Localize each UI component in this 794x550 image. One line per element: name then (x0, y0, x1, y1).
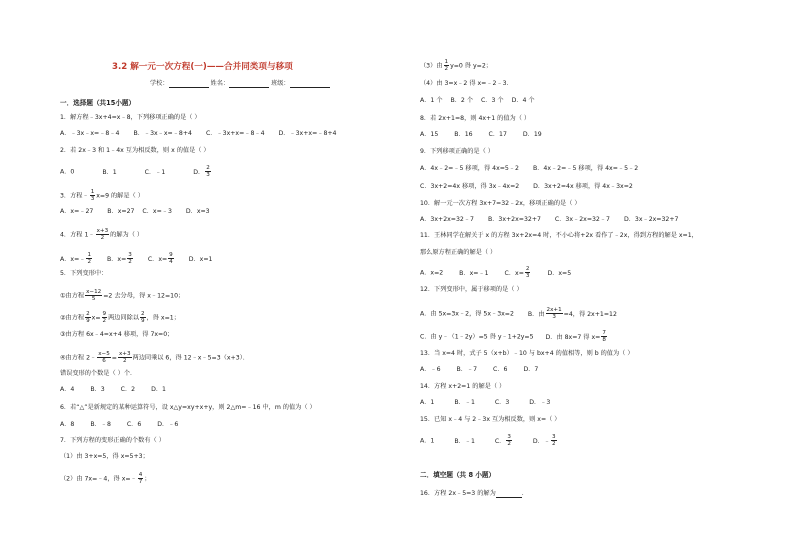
q11-stem-2: 那么原方程正确的解是（ ） (420, 249, 497, 256)
q7-option-b[interactable]: B．2 个 (450, 97, 474, 104)
q11-options (420, 266, 571, 279)
q9-options-ab (420, 165, 638, 173)
q8-stem: 8．若 2x+1=8，则 4x+1 的值为（ ） (420, 115, 531, 122)
q3-option-c[interactable]: C．x=﹣3 (142, 208, 172, 215)
q7-line-1: （1）由 3+x=5，得 x=5+3； (60, 453, 149, 460)
q4-option-a[interactable]: A．x=﹣ $\frac{1}{2}$ (60, 252, 92, 265)
q8-options (420, 131, 542, 139)
q3-option-d[interactable]: D．x=3 (185, 208, 210, 215)
name-blank[interactable] (229, 81, 269, 88)
q3-option-a[interactable]: A．x=﹣27 (60, 208, 94, 215)
q1-option-c[interactable]: C．﹣3x+x=﹣8﹣4 (205, 130, 265, 137)
q6-options (60, 421, 178, 429)
q12-stem: 12．下列变形中，属于移项的是（ ） (420, 286, 523, 293)
q2-options (60, 165, 212, 178)
q14-options (420, 399, 550, 407)
q14-option-d[interactable]: D．﹣3 (529, 399, 551, 406)
q15-option-b[interactable]: B．﹣1 (454, 437, 475, 445)
q2-option-c[interactable]: C．﹣1 (144, 168, 166, 176)
q14-stem: 14．方程 x+2=1 的解是（ ） (420, 383, 506, 390)
q5-option-b[interactable]: B．3 (90, 386, 105, 393)
q6-option-a[interactable]: A．8 (60, 421, 75, 428)
q10-stem: 10．解一元一次方程 3x+7=32﹣2x，移项正确的是（ ） (420, 200, 581, 207)
q9-option-a[interactable]: A．4x﹣2=﹣5 移项，得 4x=5﹣2 (420, 165, 519, 172)
q9-option-b[interactable]: B．4x﹣2=﹣5 移项，得 4x=﹣5﹣2 (532, 165, 639, 172)
q10-options (420, 216, 678, 224)
q7-stem: 7．下列方程的变形正确的个数有（ ） (60, 437, 165, 444)
q5-item-3: ③由方程 6x﹣4=x+4 移项，得 7x=0； (60, 331, 174, 338)
q11-option-d[interactable]: D．x=5 (547, 269, 572, 277)
q7-line-3: （3）由 $\frac{1}{2}$ y=0 得 y=2； (420, 59, 492, 72)
q12-option-a[interactable]: A．由 5x=3x﹣2，得 5x﹣3x=2 (420, 310, 514, 318)
q9-option-d[interactable]: D．3x+2=4x 移项，得 4x﹣3x=2 (533, 183, 633, 190)
class-label: 班级： (271, 80, 290, 87)
q13-option-d[interactable]: D．7 (523, 366, 539, 373)
q6-stem: 6．若“△”是新规定的某种运算符号，设 x△y=xy+x+y，则 2△m=﹣16 中，m 的值为（ ） (60, 404, 316, 411)
q4-stem: 4．方程 1﹣ $\frac{x+3}{2}$ 的解为（ ） (60, 228, 144, 241)
q13-stem: 13．当 x=4 时，式子 5（x+b）﹣10 与 bx+4 的值相等，则 b 的值为（ ） (420, 350, 634, 357)
q5-stem: 5．下列变形中： (60, 270, 108, 277)
q12-option-c[interactable]: C．由 y﹣（1﹣2y）=5 得 y﹣1+2y=5 (420, 333, 534, 341)
q12-option-b[interactable]: B．由 $\frac{2x+1}{3}$ =4，得 2x+1=12 (527, 307, 617, 320)
q2-option-a[interactable]: A．0 (60, 168, 75, 176)
q1-option-a[interactable]: A．﹣3x﹣x=﹣8﹣4 (60, 130, 120, 137)
q15-stem: 15．已知 x﹣4 与 2﹣3x 互为相反数，则 x=（ ） (420, 416, 561, 423)
q13-option-b[interactable]: B．﹣7 (456, 366, 478, 373)
q9-stem: 9．下列移项正确的是（ ） (420, 148, 494, 155)
q1-option-d[interactable]: D．﹣3x+x=﹣8+4 (278, 130, 337, 137)
q7-line-2: （2）由 7x=﹣4，得 x=﹣ $\frac{4}{7}$ ； (60, 472, 151, 485)
q2-option-b[interactable]: B．1 (102, 168, 117, 176)
q10-option-b[interactable]: B．3x+2x=32+7 (487, 216, 541, 223)
q12-options-ab (420, 307, 617, 320)
q12-option-d[interactable]: D．由 8x=7 得 x= $\frac{7}{8}$ (545, 330, 606, 343)
q5-option-d[interactable]: D．1 (151, 386, 166, 393)
school-blank[interactable] (169, 81, 209, 88)
q4-option-c[interactable]: C．x= $\frac{9}{4}$ (147, 252, 173, 265)
q4-option-d[interactable]: D．x=1 (188, 255, 213, 263)
student-info (150, 80, 330, 88)
q15-option-a[interactable]: A．1 (420, 437, 435, 445)
q7-option-a[interactable]: A．1 个 (420, 97, 443, 104)
q9-options-cd (420, 183, 633, 191)
q8-option-a[interactable]: A．15 (420, 131, 439, 138)
class-blank[interactable] (290, 81, 330, 88)
section-fill: 二．填空题（共 8 小题） (420, 471, 496, 479)
q5-option-c[interactable]: C．2 (120, 386, 136, 393)
q14-option-b[interactable]: B．﹣1 (454, 399, 475, 406)
q16-answer-blank[interactable] (496, 491, 522, 498)
q5-item-2: ②由方程 $\frac{2}{9}$ x= $\frac{9}{2}$ 两边同除以 $\frac{2}{9}$ ，得 x=1； (60, 311, 180, 324)
q12-options-cd (420, 330, 608, 343)
q16-stem: 16．方程 2x﹣5=3 的解为 ． (420, 490, 528, 497)
q7-option-d[interactable]: D．4 个 (511, 97, 535, 104)
q8-option-c[interactable]: C．17 (488, 131, 507, 138)
q11-option-a[interactable]: A．x=2 (420, 269, 444, 277)
q5-item-1: ①由方程 $\frac{x-12}{5}$ =2 去分母，得 x﹣12=10； (60, 289, 185, 302)
q8-option-d[interactable]: D．19 (522, 131, 542, 138)
name-label: 姓名： (210, 80, 230, 87)
school-label: 学校： (150, 80, 169, 87)
q15-options (420, 434, 558, 447)
q2-stem: 2．若 2x﹣3 和 1﹣4x 互为相反数，则 x 的值是（ ） (60, 147, 210, 154)
q6-option-d[interactable]: D．﹣6 (157, 421, 179, 428)
q15-option-d[interactable]: D．﹣ $\frac{3}{2}$ (532, 434, 556, 447)
q13-option-c[interactable]: C．6 (493, 366, 508, 373)
q15-option-c[interactable]: C． $\frac{3}{2}$ (494, 434, 511, 447)
q14-option-a[interactable]: A．1 (420, 399, 435, 406)
q3-options (60, 208, 210, 216)
q10-option-a[interactable]: A．3x+2x=32﹣7 (420, 216, 474, 223)
q13-option-a[interactable]: A．﹣6 (420, 366, 441, 373)
q1-stem: 1．解方程﹣3x+4=x﹣8，下列移项正确的是（ ） (60, 114, 201, 121)
q6-option-c[interactable]: C．6 (126, 421, 142, 428)
q5-option-a[interactable]: A．4 (60, 386, 75, 393)
q4-option-b[interactable]: B．x= $\frac{3}{2}$ (107, 252, 132, 265)
q7-line-4: （4）由 3=x﹣2 得 x=﹣2﹣3． (420, 80, 513, 87)
q5-options (60, 386, 166, 394)
q2-option-d[interactable]: D． $\frac{2}{3}$ (193, 165, 210, 178)
q8-option-b[interactable]: B．16 (454, 131, 473, 138)
q13-options (420, 366, 538, 374)
q9-option-c[interactable]: C．3x+2=4x 移项，得 3x﹣4x=2 (420, 183, 520, 190)
q11-option-c[interactable]: C．x= $\frac{2}{3}$ (504, 266, 530, 279)
q6-option-b[interactable]: B．﹣8 (90, 421, 111, 428)
q5-question: 错误变形的个数是（ ）个． (60, 370, 137, 377)
q1-option-b[interactable]: B．﹣3x﹣x=﹣8+4 (133, 130, 192, 137)
q14-option-c[interactable]: C．3 (494, 399, 510, 406)
q11-option-b[interactable]: B．x=﹣1 (459, 269, 489, 277)
q7-option-c[interactable]: C．3 个 (480, 97, 504, 104)
q7-options (420, 97, 535, 105)
q3-stem: 3．方程﹣ $\frac{1}{3}$ x=9 的解是（ ） (60, 189, 144, 202)
q10-option-d[interactable]: D．3x﹣2x=32+7 (623, 216, 679, 223)
q11-stem: 11．王林同学在解关于 x 的方程 3x+2x=4 时，不小心将+2x 看作了﹣2x，得到方程的解是 x=1， (420, 232, 698, 239)
q3-option-b[interactable]: B．x=27 (107, 208, 135, 215)
q1-options (60, 130, 337, 138)
q10-option-c[interactable]: C．3x﹣2x=32﹣7 (554, 216, 610, 223)
section-choice: 一．选择题（共15小题） (60, 99, 136, 107)
q4-options (60, 252, 212, 265)
page-title: 3.2 解一元一次方程(一)——合并同类项与移项 (112, 62, 293, 72)
q5-item-4: ④由方程 2﹣ $\frac{x-5}{6}$ = $\frac{x+3}{2}$ 两边同乘以 6，得 12﹣x﹣5=3（x+3）． (60, 351, 249, 364)
